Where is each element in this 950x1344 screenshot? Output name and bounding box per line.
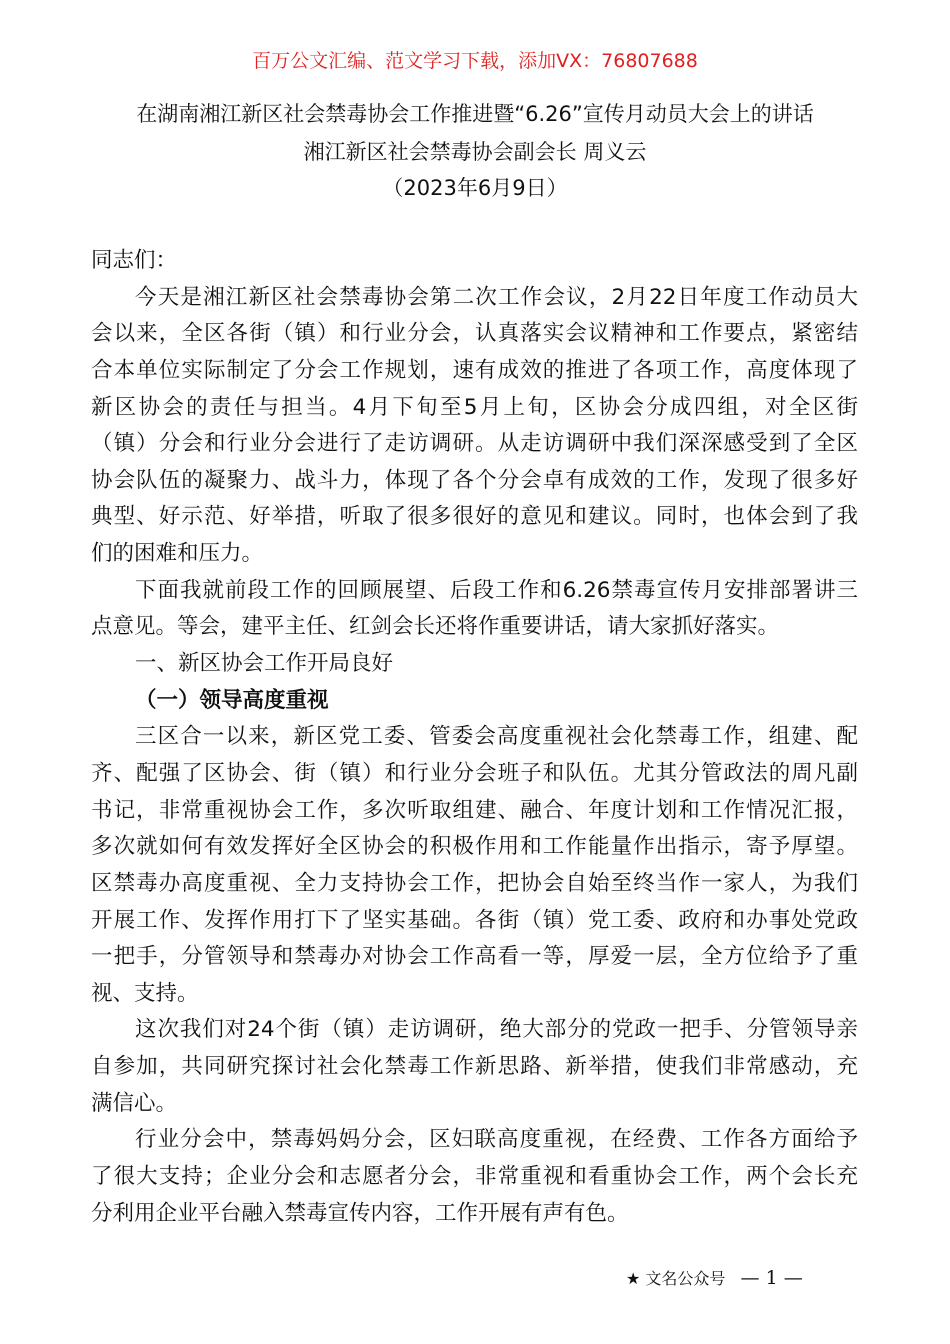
text-line: 合本单位实际制定了分会工作规划，速有成效的推进了各项工作，高度体现了 [91,357,858,383]
text-line: 了很大支持；企业分会和志愿者分会，非常重视和看重协会工作，两个会长充 [91,1164,858,1190]
paragraph [91,683,858,720]
text-line: 会以来，全区各街（镇）和行业分会，认真落实会议精神和工作要点，紧密结 [91,321,858,347]
paragraph [91,280,858,573]
paragraph [91,1122,858,1232]
paragraph [91,573,858,646]
text-line: 们的困难和压力。 [91,541,264,567]
text-line: 一把手，分管领导和禁毒办对协会工作高看一等，厚爱一层，全方位给予了重 [91,944,858,970]
text-line: （镇）分会和行业分会进行了走访调研。从走访调研中我们深深感受到了全区 [91,431,858,457]
document-title: 在湖南湘江新区社会禁毒协会工作推进暨“6.26”宣传月动员大会上的讲话 [136,102,814,126]
text-line: 自参加，共同研究探讨社会化禁毒工作新思路、新举措，使我们非常感动，充 [91,1054,858,1080]
text-line: 齐、配强了区协会、街（镇）和行业分会班子和队伍。尤其分管政法的周凡副 [91,760,858,786]
text-line: 今天是湘江新区社会禁毒协会第二次工作会议，2月22日年度工作动员大 [135,284,858,310]
footer-label: ★ 文名公众号 [626,1269,726,1288]
text-line: 三区合一以来，新区党工委、管委会高度重视社会化禁毒工作，组建、配 [135,724,858,750]
paragraph [91,1012,858,1122]
text-line: 点意见。等会，建平主任、红剑会长还将作重要讲话，请大家抓好落实。 [91,614,780,640]
text-line: 同志们： [91,248,178,273]
text-line: 新区协会的责任与担当。4月下旬至5月上旬，区协会分成四组，对全区街 [91,394,858,420]
text-line: 书记，非常重视协会工作，多次听取组建、融合、年度计划和工作情况汇报， [91,797,858,823]
text-line: 行业分会中，禁毒妈妈分会，区妇联高度重视，在经费、工作各方面给予 [135,1127,858,1153]
section-heading: （一）领导高度重视 [135,687,329,713]
text-line: 一、新区协会工作开局良好 [135,651,394,677]
paragraph [91,243,858,280]
watermark-banner: 百万公文汇编、范文学习下载，添加VX：76807688 [252,50,698,72]
speaker-line: 湘江新区社会禁毒协会副会长 周义云 [303,140,647,164]
date-line: （2023年6月9日） [382,176,568,200]
text-line: 开展工作、发挥作用打下了坚实基础。各街（镇）党工委、政府和办事处党政 [91,907,858,933]
text-line: 视、支持。 [91,980,199,1006]
document-body [91,243,858,1232]
text-line: 多次就如何有效发挥好全区协会的积极作用和工作能量作出指示，寄予厚望。 [91,834,858,860]
text-line: 协会队伍的凝聚力、战斗力，体现了各个分会卓有成效的工作，发现了很多好 [91,467,858,493]
text-line: 这次我们对24个街（镇）走访调研，绝大部分的党政一把手、分管领导亲 [135,1017,858,1043]
text-line: 分利用企业平台融入禁毒宣传内容，工作开展有声有色。 [91,1200,629,1226]
page-footer [626,1266,803,1289]
text-line: 满信心。 [91,1090,178,1116]
text-line: 下面我就前段工作的回顾展望、后段工作和6.26禁毒宣传月安排部署讲三 [135,577,858,603]
page-number: — 1 — [740,1267,803,1289]
text-line: 区禁毒办高度重视、全力支持协会工作，把协会自始至终当作一家人，为我们 [91,870,858,896]
text-line: 典型、好示范、好举措，听取了很多很好的意见和建议。同时，也体会到了我 [91,504,858,530]
paragraph [91,719,858,1012]
paragraph [91,646,858,683]
